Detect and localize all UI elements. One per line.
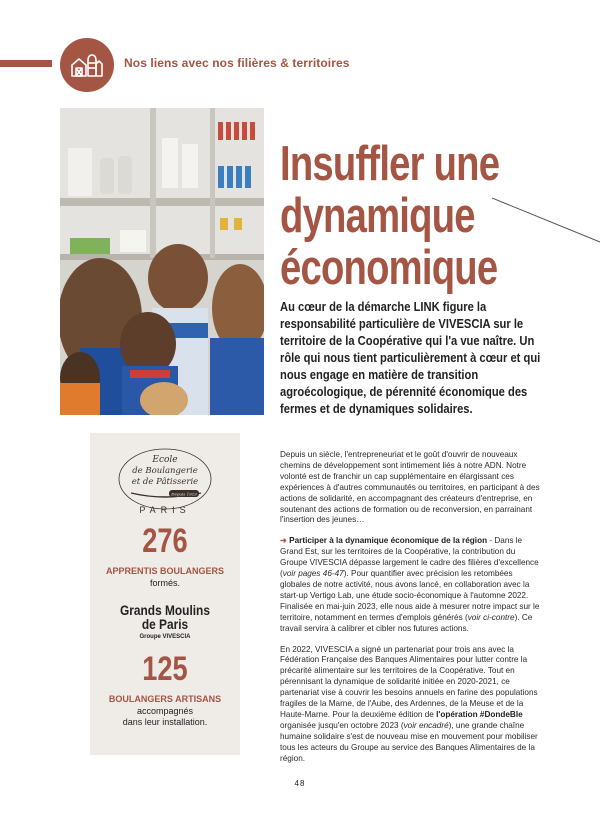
body-text: - Dans le Grand Est, sur les territoires de la Coopérative, la contribution du Groupe VIVESCIA dépasse largement le cadre des filières d'excellence ( xyxy=(280,536,539,579)
page-reference: voir pages 46-47 xyxy=(282,569,344,579)
page-reference: voir ci-contre xyxy=(467,612,515,622)
children-laboratory-photo xyxy=(60,108,264,415)
grands-moulins-line1: Grands Moulins xyxy=(120,602,210,618)
body-paragraph xyxy=(280,536,542,634)
grands-moulins-logo xyxy=(90,603,240,640)
body-text: En 2022, VIVESCIA a signé un partenariat pour trois ans avec la Fédération Française des Banques Alimentaires pour lutter contre la précarité alimentaire sur les territoires de la Coopérative. Tout en pérennisant la dynamique de solidarité initiée en 2020-2021, ce partenariat vise à couvrir les besoins annuels en farine des populations fragiles de la Marne, de l'Aube, des Ardennes, de la Meuse et de la Haute-Marne. Pour la deuxième édition de xyxy=(280,644,538,719)
decorative-line xyxy=(492,190,600,250)
sidebar-flag xyxy=(224,447,238,471)
body-text-column xyxy=(280,450,542,774)
body-text: ). Pour quantifier avec précision les retombées globales de notre activité, nous avons lancé, en collaboration avec la start-up Vertigo Lab, une étude socio-économique à l'automne 2022. Finalisée en mai-juin 2023, elle nous aide à mesurer notre impact sur le territoire, notamment en termes d'emplois générés ( xyxy=(280,569,540,622)
section-title: Nos liens avec nos filières & territoires xyxy=(124,56,350,70)
stat-sub-artisans-1: accompagnés xyxy=(136,706,194,716)
headline-line: Insuffler une xyxy=(280,137,500,191)
ecole-city: PARIS xyxy=(139,505,191,515)
grands-moulins-line2: de Paris xyxy=(141,616,189,632)
svg-text:de Boulangerie: de Boulangerie xyxy=(132,466,198,476)
svg-text:et de Pâtisserie: et de Pâtisserie xyxy=(131,477,199,487)
page-reference: voir encadré xyxy=(403,720,449,730)
farm-buildings-icon xyxy=(70,52,104,78)
stat-number-apprentices: 276 xyxy=(142,522,188,560)
body-paragraph xyxy=(280,645,542,765)
body-text: ). Ce travail servira à calibrer et cibler nos futures actions. xyxy=(280,612,533,633)
grands-moulins-group: Groupe VIVESCIA xyxy=(139,634,191,640)
svg-text:Ecole: Ecole xyxy=(152,455,178,465)
highlight-text: l'opération #DondeBle xyxy=(436,709,523,719)
svg-text:Depuis 1929: Depuis 1929 xyxy=(171,491,197,497)
stat-label-apprentices: APPRENTIS BOULANGERS xyxy=(105,566,224,576)
stat-sub-artisans-2: dans leur installation. xyxy=(122,717,208,727)
page-headline xyxy=(280,137,500,295)
arrow-icon: ➜ xyxy=(280,536,287,546)
body-text: ), une grande chaîne humaine solidaire s'est de nouveau mise en mouvement pour mobiliser tous les acteurs du Groupe au service des Banques Alimentaires de la région. xyxy=(280,720,538,763)
body-text: organisée jusqu'en octobre 2023 ( xyxy=(280,720,404,730)
page-number: 48 xyxy=(294,779,306,788)
section-badge xyxy=(60,38,114,92)
body-paragraph: Depuis un siècle, l'entrepreneuriat et le goût d'ouvrir de nouveaux chemins de développement sont intimement liés à notre ADN. Notre volonté est de franchir un cap supplémentaire en élargissant ces expériences à d'autres communautés ou territoires, en participant à des actions de solidarité, en accompagnant des créateurs d'entreprise, en soutenant des actions de formation ou de reconversion, en parrainant l'insertion des jeunes… xyxy=(280,450,540,525)
intro-paragraph: Au cœur de la démarche LINK figure la responsabilité particulière de VIVESCIA sur le territoire de la Coopérative qui l'a vue naître. Un rôle qui nous tient particulièrement à cœur et qui nous engage en matière de transition agroécologique, de pérennité économique des fermes et de dynamiques solidaires. xyxy=(280,299,541,416)
stat-label-artisans: BOULANGERS ARTISANS xyxy=(108,694,222,704)
stat-number-artisans: 125 xyxy=(142,650,188,688)
header-accent-bar xyxy=(0,60,52,67)
headline-line: dynamique xyxy=(280,189,475,243)
headline-line: économique xyxy=(280,241,498,295)
highlight-text: Participer à la dynamique économique de la région xyxy=(289,536,488,546)
stat-sub-apprentices: formés. xyxy=(149,578,180,588)
ecole-boulangerie-logo xyxy=(117,443,213,513)
